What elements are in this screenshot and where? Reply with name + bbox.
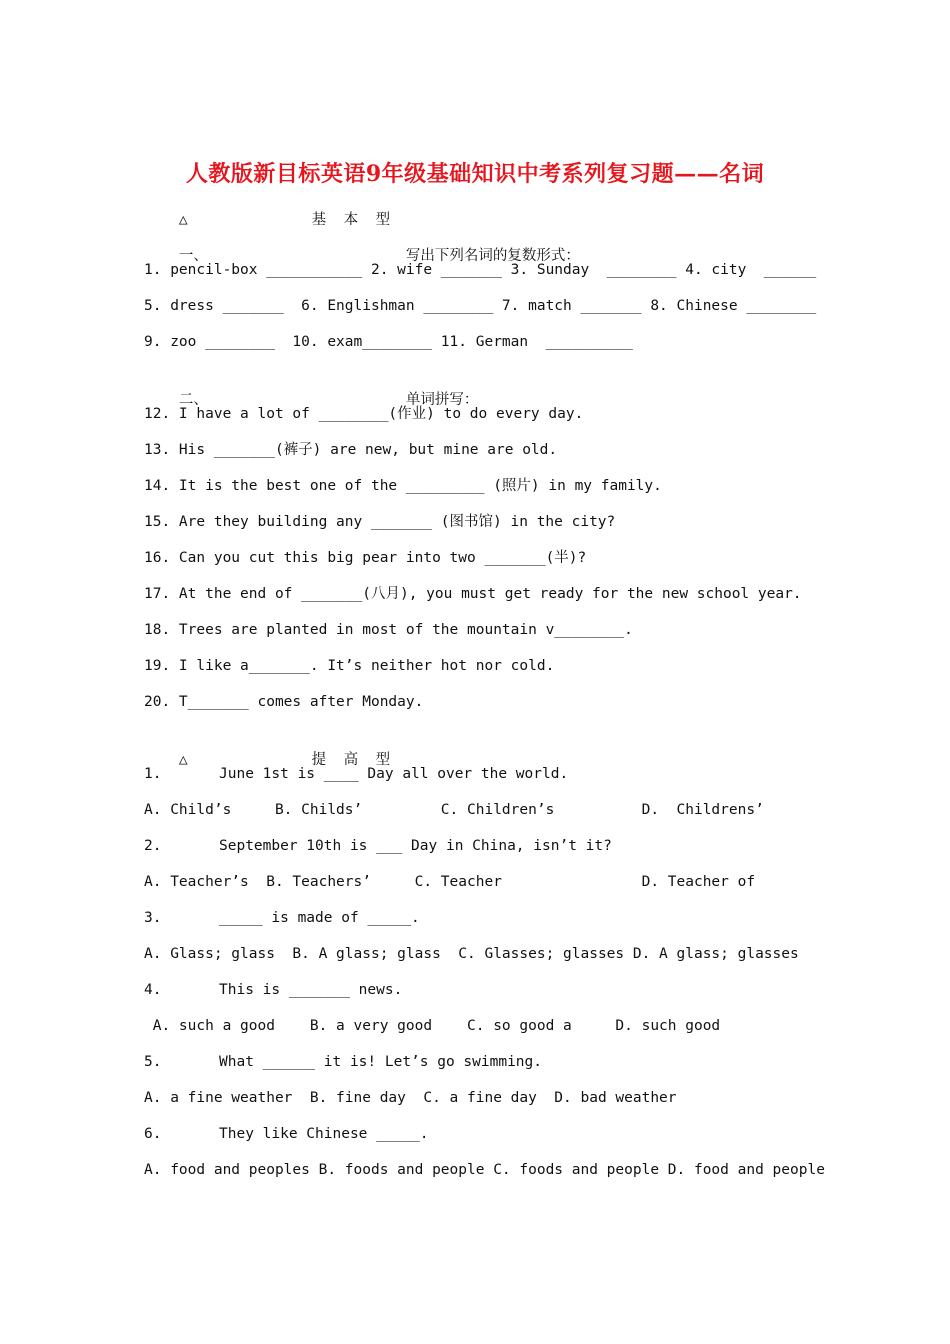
question-text: What ______ it is! Let’s go swimming.: [219, 1054, 543, 1070]
question-number: 3.: [144, 910, 162, 926]
page-title: 人教版新目标英语9年级基础知识中考系列复习题——名词: [185, 161, 765, 187]
choice-options-4: A. such a good B. a very good C. so good a D. such good: [144, 1018, 721, 1034]
spelling-item-12: 12. I have a lot of ________(作业) to do every day.: [144, 406, 584, 422]
question-text: _____ is made of _____.: [219, 910, 420, 926]
choice-options-2: A. Teacher’s B. Teachers’ C. Teacher D. Teacher of: [144, 874, 756, 890]
triangle-marker: △: [178, 752, 188, 768]
question-number: 1.: [144, 766, 162, 782]
question-number: 6.: [144, 1126, 162, 1142]
section-advanced-label: 提 高 型: [311, 752, 391, 768]
plural-row-2: 5. dress _______ 6. Englishman ________ 7. match _______ 8. Chinese ________: [144, 298, 817, 314]
spelling-item-15: 15. Are they building any _______ (图书馆) in the city?: [144, 514, 616, 530]
question-text: They like Chinese _____.: [219, 1126, 429, 1142]
part1-heading: [144, 223, 580, 264]
choice-options-3: A. Glass; glass B. A glass; glass C. Glasses; glasses D. A glass; glasses: [144, 946, 799, 962]
part1-instruction: 写出下列名词的复数形式：: [405, 248, 580, 264]
part2-heading: [144, 367, 479, 408]
question-text: June 1st is ____ Day all over the world.: [219, 766, 569, 782]
choice-question-6: [144, 1123, 429, 1145]
choice-options-6: A. food and peoples B. foods and people C. foods and people D. food and people: [144, 1162, 825, 1178]
question-number: 2.: [144, 838, 162, 854]
question-text: September 10th is ___ Day in China, isn’t it?: [219, 838, 612, 854]
section-basic-heading: [144, 187, 391, 228]
choice-question-3: [144, 907, 420, 929]
choice-question-5: [144, 1051, 542, 1073]
choice-question-2: [144, 835, 612, 857]
spelling-item-20: 20. T_______ comes after Monday.: [144, 694, 424, 710]
question-text: This is _______ news.: [219, 982, 403, 998]
spelling-item-19: 19. I like a_______. It’s neither hot nor cold.: [144, 658, 555, 674]
choice-question-4: [144, 979, 402, 1001]
spelling-item-17: 17. At the end of _______(八月), you must get ready for the new school year.: [144, 586, 802, 602]
triangle-marker: △: [178, 212, 188, 228]
part2-number: 二、: [178, 392, 208, 408]
spelling-item-18: 18. Trees are planted in most of the mountain v________.: [144, 622, 633, 638]
choice-options-1: A. Child’s B. Childs’ C. Children’s D. Childrens’: [144, 802, 764, 818]
section-advanced-heading: [144, 727, 391, 768]
spelling-item-16: 16. Can you cut this big pear into two _______(半)?: [144, 550, 587, 566]
choice-question-1: [144, 763, 568, 785]
part1-number: 一、: [178, 248, 208, 264]
question-number: 5.: [144, 1054, 162, 1070]
part2-instruction: 单词拼写：: [405, 392, 479, 408]
question-number: 4.: [144, 982, 162, 998]
spelling-item-14: 14. It is the best one of the _________ (照片) in my family.: [144, 478, 662, 494]
spelling-item-13: 13. His _______(裤子) are new, but mine are old.: [144, 442, 558, 458]
section-basic-label: 基 本 型: [311, 212, 391, 228]
plural-row-3: 9. zoo ________ 10. exam________ 11. German __________: [144, 334, 633, 350]
plural-row-1: 1. pencil-box ___________ 2. wife _______ 3. Sunday ________ 4. city ______: [144, 262, 817, 278]
choice-options-5: A. a fine weather B. fine day C. a fine day D. bad weather: [144, 1090, 677, 1106]
